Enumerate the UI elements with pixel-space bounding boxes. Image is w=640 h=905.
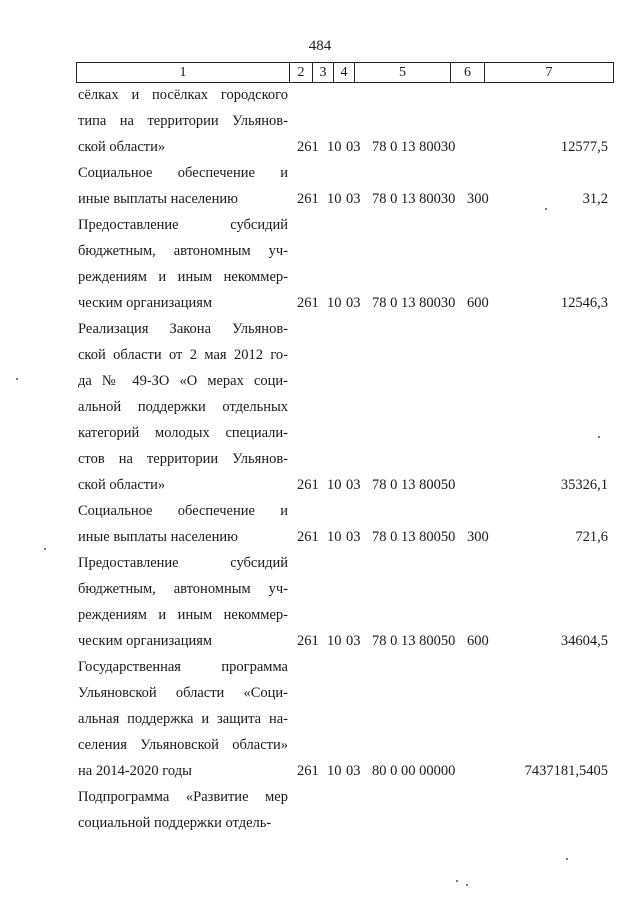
column-header-row (77, 63, 614, 83)
subsection-code: 03 (346, 763, 361, 779)
amount-value: 721,6 (575, 529, 608, 545)
amount-value: 12577,5 (560, 139, 608, 155)
column-header: 2 (290, 63, 313, 83)
expense-type-code: 600 (467, 295, 489, 311)
description-line: социальной поддержки отдель- (78, 815, 272, 831)
scan-speck (456, 880, 458, 882)
section-code: 10 (327, 295, 342, 311)
admin-code: 261 (297, 139, 319, 155)
column-header: 3 (313, 63, 334, 83)
description-line: Предоставление субсидий (78, 217, 288, 233)
expense-type-code: 300 (467, 529, 489, 545)
subsection-code: 03 (346, 191, 361, 207)
description-line: стов на территории Ульянов- (78, 451, 288, 467)
admin-code: 261 (297, 477, 319, 493)
subsection-code: 03 (346, 529, 361, 545)
description-line: Предоставление субсидий (78, 555, 288, 571)
description-line: Государственная программа (78, 659, 288, 675)
budget-row (0, 82, 640, 160)
section-code: 10 (327, 477, 342, 493)
description-line: ской области» (78, 477, 166, 493)
scan-noise (0, 6, 640, 10)
row-codes (0, 290, 640, 316)
budget-rows (0, 82, 640, 836)
column-header: 7 (485, 63, 614, 83)
subsection-code: 03 (346, 139, 361, 155)
description-line: иные выплаты населению (78, 529, 238, 545)
row-codes (0, 628, 640, 654)
subsection-code: 03 (346, 633, 361, 649)
description-line: альной поддержки отдельных (78, 399, 288, 415)
admin-code: 261 (297, 633, 319, 649)
section-code: 10 (327, 633, 342, 649)
scan-speck (16, 378, 18, 380)
row-codes (0, 186, 640, 212)
row-codes (0, 810, 640, 836)
section-code: 10 (327, 529, 342, 545)
description-line: ской области» (78, 139, 166, 155)
description-line: типа на территории Ульянов- (78, 113, 288, 129)
amount-value: 7437181,5405 (524, 763, 608, 779)
target-article-code: 78 0 13 80050 (372, 529, 456, 545)
scan-speck (566, 858, 568, 860)
scan-speck (44, 548, 46, 550)
scan-speck (466, 884, 468, 886)
column-header-table (76, 62, 614, 83)
section-code: 10 (327, 139, 342, 155)
column-header: 4 (334, 63, 355, 83)
scan-speck (598, 436, 600, 438)
description-line: Социальное обеспечение и (78, 165, 288, 181)
description-line: альная поддержка и защита на- (78, 711, 288, 727)
expense-type-code: 600 (467, 633, 489, 649)
row-codes (0, 134, 640, 160)
description-line: Социальное обеспечение и (78, 503, 288, 519)
target-article-code: 78 0 13 80050 (372, 477, 456, 493)
amount-value: 35326,1 (560, 477, 608, 493)
row-codes (0, 524, 640, 550)
budget-row (0, 316, 640, 498)
description-line: селения Ульяновской области» (78, 737, 288, 753)
budget-row (0, 654, 640, 784)
column-header: 1 (77, 63, 290, 83)
subsection-code: 03 (346, 477, 361, 493)
description-line: иные выплаты населению (78, 191, 238, 207)
description-line: категорий молодых специали- (78, 425, 288, 441)
column-header: 5 (355, 63, 451, 83)
description-line: реждениям и иным некоммер- (78, 269, 288, 285)
subsection-code: 03 (346, 295, 361, 311)
section-code: 10 (327, 763, 342, 779)
target-article-code: 78 0 13 80050 (372, 633, 456, 649)
description-line: Подпрограмма «Развитие мер (78, 789, 288, 805)
description-line: бюджетным, автономным уч- (78, 243, 288, 259)
admin-code: 261 (297, 529, 319, 545)
budget-row (0, 212, 640, 316)
target-article-code: 78 0 13 80030 (372, 139, 456, 155)
amount-value: 12546,3 (560, 295, 608, 311)
description-line: Реализация Закона Ульянов- (78, 321, 288, 337)
description-line: на 2014-2020 годы (78, 763, 192, 779)
description-line: Ульяновской области «Соци- (78, 685, 288, 701)
column-header: 6 (451, 63, 485, 83)
row-codes (0, 758, 640, 784)
amount-value: 34604,5 (560, 633, 608, 649)
row-description (78, 316, 288, 498)
admin-code: 261 (297, 191, 319, 207)
admin-code: 261 (297, 295, 319, 311)
target-article-code: 80 0 00 00000 (372, 763, 456, 779)
description-line: да № 49-ЗО «О мерах соци- (78, 373, 288, 389)
amount-value: 31,2 (582, 191, 608, 207)
scan-speck (545, 208, 547, 210)
expense-type-code: 300 (467, 191, 489, 207)
section-code: 10 (327, 191, 342, 207)
budget-row (0, 160, 640, 212)
description-line: ской области от 2 мая 2012 го- (78, 347, 288, 363)
description-line: бюджетным, автономным уч- (78, 581, 288, 597)
admin-code: 261 (297, 763, 319, 779)
description-line: реждениям и иным некоммер- (78, 607, 288, 623)
row-codes (0, 472, 640, 498)
page-number: 484 (308, 38, 332, 54)
budget-row (0, 784, 640, 836)
target-article-code: 78 0 13 80030 (372, 191, 456, 207)
description-line: сёлках и посёлках городского (78, 87, 288, 103)
description-line: ческим организациям (78, 633, 213, 649)
description-line: ческим организациям (78, 295, 213, 311)
budget-row (0, 550, 640, 654)
budget-row (0, 498, 640, 550)
target-article-code: 78 0 13 80030 (372, 295, 456, 311)
